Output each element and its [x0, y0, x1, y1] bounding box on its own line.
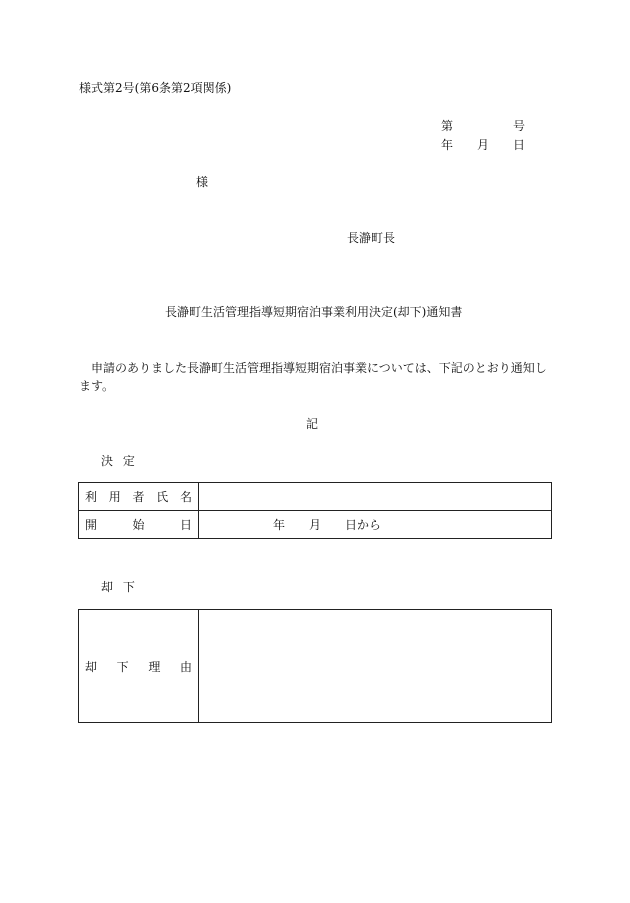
decision-heading: 決 定	[101, 454, 135, 468]
table-row	[79, 610, 552, 723]
start-year: 年	[273, 518, 286, 532]
table-row	[79, 483, 552, 511]
doc-no-suffix: 号	[513, 119, 526, 133]
recipient-honorific: 様	[196, 175, 209, 189]
label-char: 用	[108, 490, 121, 504]
label-char: 理	[148, 659, 161, 674]
table-row	[79, 511, 552, 539]
body-text: 申請のありました長瀞町生活管理指導短期宿泊事業については、下記のとおり通知します。	[79, 361, 547, 393]
doc-no-prefix: 第	[441, 119, 454, 133]
label-char: 却	[85, 659, 98, 674]
label-char: 下	[116, 659, 129, 674]
label-char: 由	[179, 659, 192, 674]
rejection-heading: 却 下	[101, 580, 135, 594]
label-char: 始	[132, 518, 145, 532]
rejection-reason-label	[79, 610, 199, 723]
label-char: 日	[179, 518, 192, 532]
document-title: 長瀞町生活管理指導短期宿泊事業利用決定(却下)通知書	[165, 305, 463, 319]
date-day: 日	[513, 138, 526, 152]
label-char: 名	[179, 490, 192, 504]
document-number	[441, 119, 525, 133]
applicant-name-value[interactable]	[199, 483, 552, 511]
start-date-value[interactable]	[199, 511, 552, 539]
issue-date	[441, 138, 525, 152]
issuer: 長瀞町長	[347, 231, 396, 245]
rejection-reason-value[interactable]	[199, 610, 552, 723]
start-date-label	[79, 511, 199, 539]
applicant-name-label	[79, 483, 199, 511]
form-number: 様式第2号(第6条第2項関係)	[79, 81, 232, 95]
label-char: 氏	[156, 490, 169, 504]
ki-heading: 記	[306, 417, 319, 431]
date-month: 月	[477, 138, 490, 152]
label-char: 者	[132, 490, 145, 504]
start-day: 日から	[345, 518, 382, 532]
start-month: 月	[309, 518, 322, 532]
decision-table	[78, 482, 552, 539]
date-year: 年	[441, 138, 454, 152]
rejection-table	[78, 609, 552, 723]
label-char: 利	[85, 490, 98, 504]
label-char: 開	[85, 518, 98, 532]
